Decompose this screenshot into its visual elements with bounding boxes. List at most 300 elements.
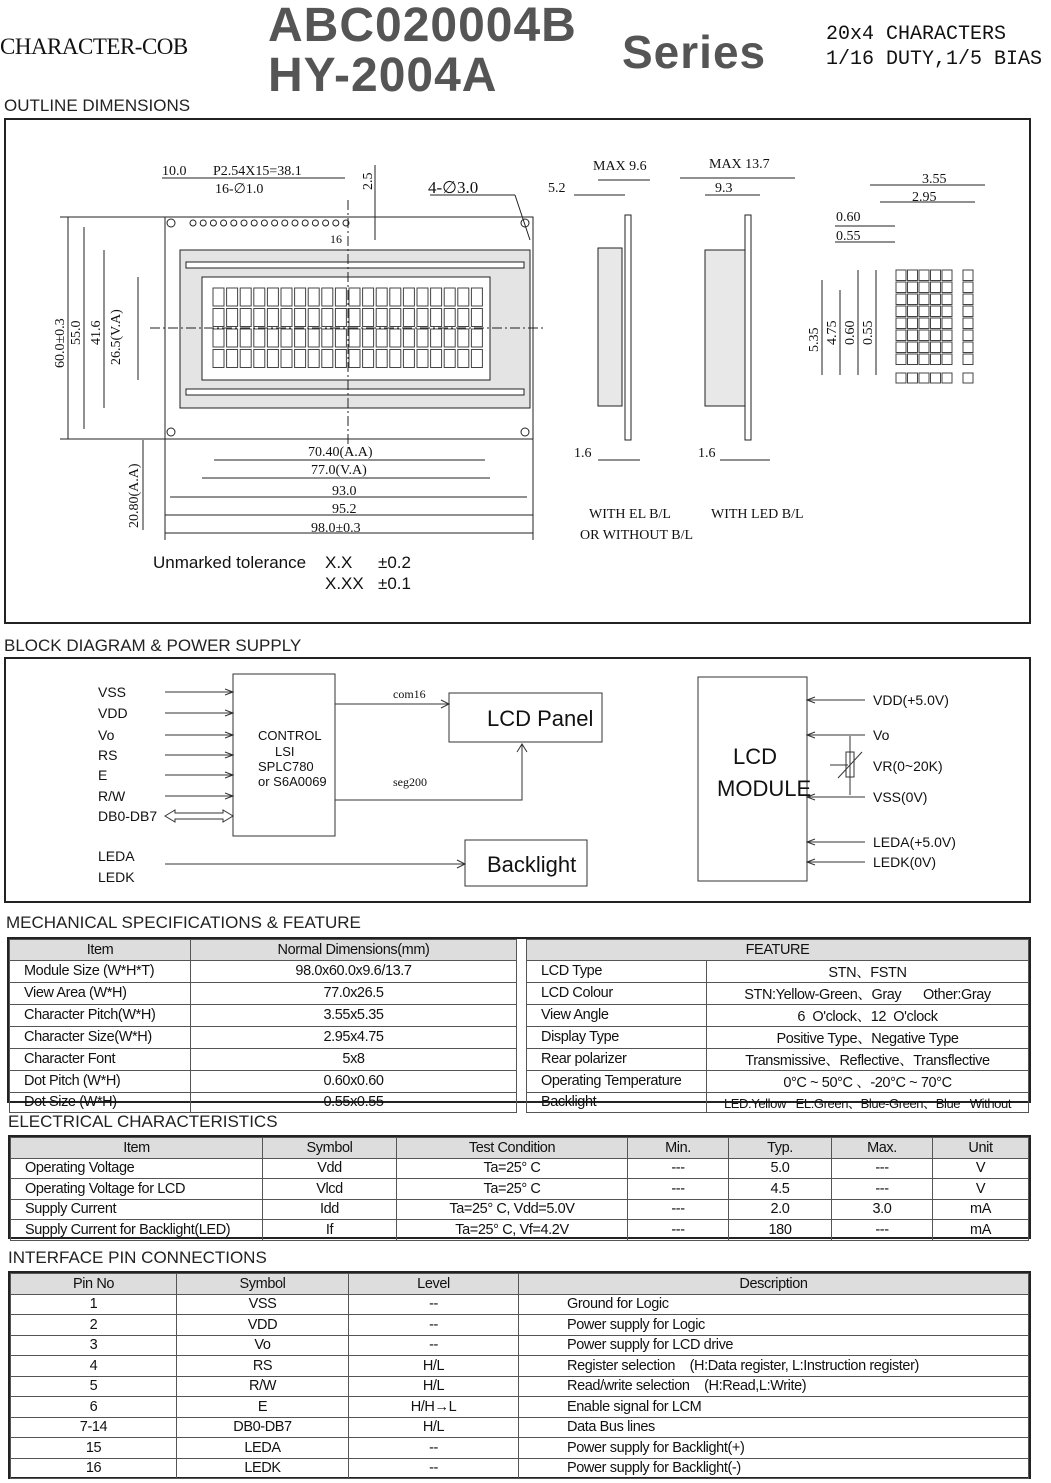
table-cell: RS xyxy=(177,1356,349,1377)
table-cell: Vdd xyxy=(263,1158,397,1179)
table-cell: Ground for Logic xyxy=(519,1294,1029,1315)
table-cell: V xyxy=(933,1179,1029,1200)
character-cell xyxy=(254,329,265,347)
character-cell xyxy=(403,288,414,306)
table-row xyxy=(10,1004,1029,1026)
cursor-dot xyxy=(931,373,941,383)
column-header: Max. xyxy=(832,1138,933,1159)
com-label: com16 xyxy=(393,687,426,701)
character-cell xyxy=(322,309,333,327)
table-cell: mA xyxy=(933,1220,1029,1241)
character-cell xyxy=(295,350,306,368)
feature-item: Backlight xyxy=(527,1092,707,1113)
controller-label: CONTROL xyxy=(258,728,322,743)
feature-value: 6 O'clock、12 O'clock xyxy=(707,1004,1029,1026)
block-diagram xyxy=(0,640,1051,910)
dot-dim-label: 2.95 xyxy=(912,190,937,205)
table-cell: Data Bus lines xyxy=(519,1417,1029,1438)
character-cell xyxy=(281,309,292,327)
table-cell: 2.0 xyxy=(729,1199,832,1220)
spec-item: Character Size(W*H) xyxy=(10,1026,191,1048)
side-dim-label: 5.2 xyxy=(548,181,566,196)
spec-value: 77.0x26.5 xyxy=(191,982,517,1004)
table-row xyxy=(11,1417,1029,1438)
character-cell xyxy=(308,309,319,327)
character-cell xyxy=(349,350,360,368)
table-cell: If xyxy=(263,1220,397,1241)
spec-value: 0.55x0.55 xyxy=(191,1092,517,1113)
model-number-alt: HY-2004A xyxy=(268,49,498,102)
dot xyxy=(931,294,941,305)
column-header: Symbol xyxy=(263,1138,397,1159)
spec-value: 3.55x5.35 xyxy=(191,1004,517,1026)
side-view-caption: OR WITHOUT B/L xyxy=(580,528,694,543)
pin-hole xyxy=(333,220,339,226)
character-cell xyxy=(227,350,238,368)
dot xyxy=(931,306,941,317)
dot xyxy=(963,354,973,365)
character-cell xyxy=(267,329,278,347)
section-title-block: BLOCK DIAGRAM & POWER SUPPLY xyxy=(4,636,302,655)
dim-label: 10.0 xyxy=(162,164,187,179)
table-row xyxy=(10,1092,1029,1113)
table-cell: Supply Current for Backlight(LED) xyxy=(11,1220,263,1241)
character-cell xyxy=(322,350,333,368)
table-cell: Power supply for LCD drive xyxy=(519,1335,1029,1356)
power-label: VSS(0V) xyxy=(873,789,928,805)
dot xyxy=(942,270,952,281)
pin-hole xyxy=(251,220,257,226)
dot xyxy=(963,294,973,305)
dot xyxy=(942,342,952,353)
feature-item: Operating Temperature xyxy=(527,1070,707,1092)
table-row xyxy=(11,1158,1029,1179)
dot xyxy=(931,354,941,365)
feature-item: Display Type xyxy=(527,1026,707,1048)
pin-hole xyxy=(221,220,227,226)
section-title-pins: INTERFACE PIN CONNECTIONS xyxy=(8,1248,267,1267)
table-cell: Power supply for Backlight(-) xyxy=(519,1458,1029,1479)
spec-item: Dot Pitch (W*H) xyxy=(10,1070,191,1092)
character-cell xyxy=(376,329,387,347)
outline-drawing xyxy=(0,0,1051,640)
power-label: VDD(+5.0V) xyxy=(873,692,949,708)
character-cell xyxy=(335,329,346,347)
dim-label: 4-∅3.0 xyxy=(428,178,479,197)
table-cell: E xyxy=(177,1397,349,1418)
character-cell xyxy=(417,288,428,306)
seg-label: seg200 xyxy=(393,775,427,789)
table-cell: 5.0 xyxy=(729,1158,832,1179)
character-cell xyxy=(349,309,360,327)
character-cell xyxy=(308,288,319,306)
dot xyxy=(942,294,952,305)
dot-dim-label: 0.55 xyxy=(836,229,861,244)
character-cell xyxy=(363,288,374,306)
backlight-label: Backlight xyxy=(487,852,577,877)
character-cell xyxy=(281,288,292,306)
table-cell: Ta=25° C xyxy=(397,1158,628,1179)
dim-label: 55.0 xyxy=(69,320,84,345)
table-row xyxy=(10,982,1029,1004)
character-cell xyxy=(227,288,238,306)
side-dim-label: 9.3 xyxy=(715,181,733,196)
pin-hole xyxy=(292,220,298,226)
character-cell xyxy=(308,350,319,368)
table-cell: -- xyxy=(349,1335,519,1356)
dim-label: 77.0(V.A) xyxy=(311,463,367,478)
table-cell: Ta=25° C xyxy=(397,1179,628,1200)
table-cell: Operating Voltage for LCD xyxy=(11,1179,263,1200)
tolerance-format: X.X xyxy=(325,553,353,572)
dot xyxy=(896,342,906,353)
spec-item: Dot Size (W*H) xyxy=(10,1092,191,1113)
table-cell: LEDK xyxy=(177,1458,349,1479)
dot xyxy=(919,282,929,293)
character-cell xyxy=(390,288,401,306)
table-cell: Idd xyxy=(263,1199,397,1220)
cursor-dot xyxy=(896,373,906,383)
controller-label: SPLC780 xyxy=(258,759,314,774)
character-cell xyxy=(281,329,292,347)
character-cell xyxy=(213,329,224,347)
spec-value: 2.95x4.75 xyxy=(191,1026,517,1048)
dot xyxy=(919,342,929,353)
dot xyxy=(908,342,918,353)
character-cell xyxy=(227,309,238,327)
series-label: Series xyxy=(622,26,767,78)
table-cell: --- xyxy=(832,1179,933,1200)
table-row xyxy=(11,1294,1029,1315)
table-cell: H/L xyxy=(349,1376,519,1397)
character-cell xyxy=(417,329,428,347)
spec-duty-bias: 1/16 DUTY,1/5 BIAS xyxy=(826,48,1043,71)
table-cell: Read/write selection (H:Read,L:Write) xyxy=(519,1376,1029,1397)
character-cell xyxy=(431,309,442,327)
table-cell: Ta=25° C, Vf=4.2V xyxy=(397,1220,628,1241)
character-cell xyxy=(458,350,469,368)
character-cell xyxy=(363,329,374,347)
table-cell: H/H→L xyxy=(349,1397,519,1418)
character-cell xyxy=(417,350,428,368)
controller-label: LSI xyxy=(275,744,295,759)
dot xyxy=(919,318,929,329)
character-cell xyxy=(458,309,469,327)
character-cell xyxy=(335,288,346,306)
pin-label: R/W xyxy=(98,788,126,804)
character-cell xyxy=(444,350,455,368)
table-cell: 4.5 xyxy=(729,1179,832,1200)
spec-item: Character Font xyxy=(10,1048,191,1070)
controller-label: or S6A0069 xyxy=(258,774,327,789)
dot xyxy=(896,270,906,281)
electrical-table xyxy=(10,1137,1029,1241)
dot xyxy=(908,354,918,365)
table-cell: -- xyxy=(349,1438,519,1459)
side-view-led xyxy=(705,250,745,406)
table-row xyxy=(10,960,1029,982)
character-cell xyxy=(322,288,333,306)
table-cell: -- xyxy=(349,1315,519,1336)
dot xyxy=(931,318,941,329)
dot-dim-label: 0.60 xyxy=(836,210,861,225)
table-cell: -- xyxy=(349,1294,519,1315)
character-cell xyxy=(240,329,251,347)
character-cell xyxy=(363,309,374,327)
table-cell: --- xyxy=(628,1179,729,1200)
character-cell xyxy=(431,350,442,368)
dot xyxy=(942,318,952,329)
dot xyxy=(963,282,973,293)
dim-label: P2.54X15=38.1 xyxy=(213,164,302,179)
table-cell: R/W xyxy=(177,1376,349,1397)
character-cell xyxy=(335,309,346,327)
dot xyxy=(896,330,906,341)
dim-label: 98.0±0.3 xyxy=(311,521,361,536)
pin-hole xyxy=(323,220,329,226)
module-label: LCD xyxy=(733,744,778,769)
power-label: Vo xyxy=(873,727,890,743)
table-cell: H/L xyxy=(349,1417,519,1438)
table-row xyxy=(11,1397,1029,1418)
dot xyxy=(931,270,941,281)
pin-hole xyxy=(241,220,247,226)
cursor-dot xyxy=(908,373,918,383)
pin-hole xyxy=(302,220,308,226)
table-cell: --- xyxy=(628,1220,729,1241)
character-cell xyxy=(376,309,387,327)
pin-hole xyxy=(282,220,288,226)
table-cell: Ta=25° C, Vdd=5.0V xyxy=(397,1199,628,1220)
dot xyxy=(896,306,906,317)
pin-label: E xyxy=(98,767,108,783)
dot-dim-label: 0.55 xyxy=(861,320,876,345)
pin-hole xyxy=(261,220,267,226)
pin-label: LEDK xyxy=(98,869,135,885)
character-cell xyxy=(295,288,306,306)
dot xyxy=(896,294,906,305)
character-cell xyxy=(227,329,238,347)
table-cell: --- xyxy=(832,1220,933,1241)
table-cell: 4 xyxy=(11,1356,177,1377)
character-cell xyxy=(363,350,374,368)
dim-label: 60.0±0.3 xyxy=(53,318,68,368)
feature-value: 0°C ~ 50°C 、-20°C ~ 70°C xyxy=(707,1070,1029,1092)
dot xyxy=(896,282,906,293)
table-cell: mA xyxy=(933,1199,1029,1220)
table-cell: VSS xyxy=(177,1294,349,1315)
cursor-dot xyxy=(919,373,929,383)
character-cell xyxy=(417,309,428,327)
feature-value: STN、FSTN xyxy=(707,960,1029,982)
character-cell xyxy=(213,350,224,368)
feature-value: STN:Yellow-Green、Gray Other:Gray xyxy=(707,982,1029,1004)
character-cell xyxy=(431,329,442,347)
character-cell xyxy=(267,350,278,368)
dot xyxy=(908,306,918,317)
character-cell xyxy=(254,288,265,306)
dim-label: 95.2 xyxy=(332,502,357,517)
character-cell xyxy=(308,329,319,347)
column-header: FEATURE xyxy=(527,940,1029,961)
spec-item: Character Pitch(W*H) xyxy=(10,1004,191,1026)
character-cell xyxy=(390,309,401,327)
character-cell xyxy=(267,288,278,306)
side-view-el xyxy=(598,248,622,406)
character-cell xyxy=(471,309,482,327)
character-cell xyxy=(295,309,306,327)
dot xyxy=(942,282,952,293)
column-header: Level xyxy=(349,1274,519,1295)
dot xyxy=(908,270,918,281)
power-label: VR(0~20K) xyxy=(873,758,943,774)
column-header: Test Condition xyxy=(397,1138,628,1159)
table-row xyxy=(10,1026,1029,1048)
character-cell xyxy=(403,329,414,347)
dot xyxy=(942,330,952,341)
character-cell xyxy=(458,288,469,306)
dot xyxy=(908,330,918,341)
dot xyxy=(963,318,973,329)
dot xyxy=(963,270,973,281)
feature-item: View Angle xyxy=(527,1004,707,1026)
pin-connections-table xyxy=(10,1273,1029,1479)
column-header: Normal Dimensions(mm) xyxy=(191,940,517,961)
character-cell xyxy=(254,350,265,368)
mounting-hole xyxy=(167,219,175,227)
tolerance-label: Unmarked tolerance xyxy=(153,553,307,572)
table-cell: Power supply for Backlight(+) xyxy=(519,1438,1029,1459)
table-cell: Vo xyxy=(177,1335,349,1356)
dot xyxy=(931,282,941,293)
dim-label: 93.0 xyxy=(332,484,357,499)
table-cell: H/L xyxy=(349,1356,519,1377)
table-cell: --- xyxy=(628,1158,729,1179)
table-cell: LEDA xyxy=(177,1438,349,1459)
column-header: Item xyxy=(11,1138,263,1159)
character-cell xyxy=(349,288,360,306)
tolerance-value: ±0.1 xyxy=(378,574,411,593)
character-cell xyxy=(240,288,251,306)
character-cell xyxy=(444,309,455,327)
power-label: LEDA(+5.0V) xyxy=(873,834,956,850)
pin-label: DB0-DB7 xyxy=(98,808,158,824)
feature-item: LCD Colour xyxy=(527,982,707,1004)
dot xyxy=(963,342,973,353)
column-header: Symbol xyxy=(177,1274,349,1295)
character-cell xyxy=(295,329,306,347)
feature-value: Positive Type、Negative Type xyxy=(707,1026,1029,1048)
dim-label: 16 xyxy=(330,232,342,246)
character-cell xyxy=(376,288,387,306)
dot xyxy=(931,330,941,341)
table-cell: Supply Current xyxy=(11,1199,263,1220)
table-cell: Vlcd xyxy=(263,1179,397,1200)
pin-label: Vo xyxy=(98,727,115,743)
column-header: Item xyxy=(10,940,191,961)
column-header: Description xyxy=(519,1274,1029,1295)
dim-label: 2.5 xyxy=(361,172,376,190)
dot-dim-label: 0.60 xyxy=(843,320,858,345)
table-cell: 5 xyxy=(11,1376,177,1397)
dot-dim-label: 5.35 xyxy=(807,327,822,352)
table-cell: --- xyxy=(628,1199,729,1220)
character-cell xyxy=(471,329,482,347)
spec-value: 0.60x0.60 xyxy=(191,1070,517,1092)
spec-item: Module Size (W*H*T) xyxy=(10,960,191,982)
table-cell: --- xyxy=(832,1158,933,1179)
table-cell: 3.0 xyxy=(832,1199,933,1220)
dot xyxy=(908,318,918,329)
dot xyxy=(919,270,929,281)
table-cell: VDD xyxy=(177,1315,349,1336)
character-cell xyxy=(267,309,278,327)
table-row xyxy=(11,1179,1029,1200)
table-row xyxy=(11,1220,1029,1241)
table-row xyxy=(11,1376,1029,1397)
dot xyxy=(931,342,941,353)
dim-label: 41.6 xyxy=(89,320,104,345)
table-cell: 16 xyxy=(11,1458,177,1479)
dot-matrix-detail xyxy=(896,270,973,383)
dot xyxy=(942,354,952,365)
table-cell: 2 xyxy=(11,1315,177,1336)
dot xyxy=(919,294,929,305)
column-header: Pin No xyxy=(11,1274,177,1295)
spec-value: 98.0x60.0x9.6/13.7 xyxy=(191,960,517,982)
dot xyxy=(919,330,929,341)
character-cell xyxy=(213,288,224,306)
column-header: Typ. xyxy=(729,1138,832,1159)
section-title-outline: OUTLINE DIMENSIONS xyxy=(4,96,191,115)
table-cell: Enable signal for LCM xyxy=(519,1397,1029,1418)
pin-label: VDD xyxy=(98,705,128,721)
dot-dim-label: 3.55 xyxy=(922,172,947,187)
dot xyxy=(963,330,973,341)
table-row xyxy=(11,1315,1029,1336)
side-dim-label: 1.6 xyxy=(698,446,716,461)
character-cell xyxy=(444,288,455,306)
character-cell xyxy=(471,350,482,368)
dim-label: 16-∅1.0 xyxy=(215,182,264,197)
feature-value: LED:Yellow EL:Green、Blue-Green、Blue Without xyxy=(707,1092,1029,1113)
table-cell: Operating Voltage xyxy=(11,1158,263,1179)
table-cell: 7-14 xyxy=(11,1417,177,1438)
character-cell xyxy=(390,350,401,368)
character-cell xyxy=(444,329,455,347)
pin-hole xyxy=(312,220,318,226)
column-header: Unit xyxy=(933,1138,1029,1159)
tolerance-value: ±0.2 xyxy=(378,553,411,572)
character-cell xyxy=(254,309,265,327)
table-row xyxy=(10,1048,1029,1070)
feature-value: Transmissive、Reflective、Transflective xyxy=(707,1048,1029,1070)
character-cell xyxy=(322,329,333,347)
dim-label: 20.80(A.A) xyxy=(127,463,142,528)
character-cell xyxy=(376,350,387,368)
section-title-mechanical: MECHANICAL SPECIFICATIONS & FEATURE xyxy=(6,913,361,932)
dot xyxy=(896,318,906,329)
pin-hole xyxy=(190,220,196,226)
mounting-hole xyxy=(167,428,175,436)
pin-label: RS xyxy=(98,747,118,763)
table-row xyxy=(11,1199,1029,1220)
character-cell xyxy=(403,350,414,368)
table-cell: -- xyxy=(349,1458,519,1479)
power-label: LEDK(0V) xyxy=(873,854,937,870)
dim-label: 70.40(A.A) xyxy=(308,445,373,460)
pin-label: VSS xyxy=(98,684,127,700)
